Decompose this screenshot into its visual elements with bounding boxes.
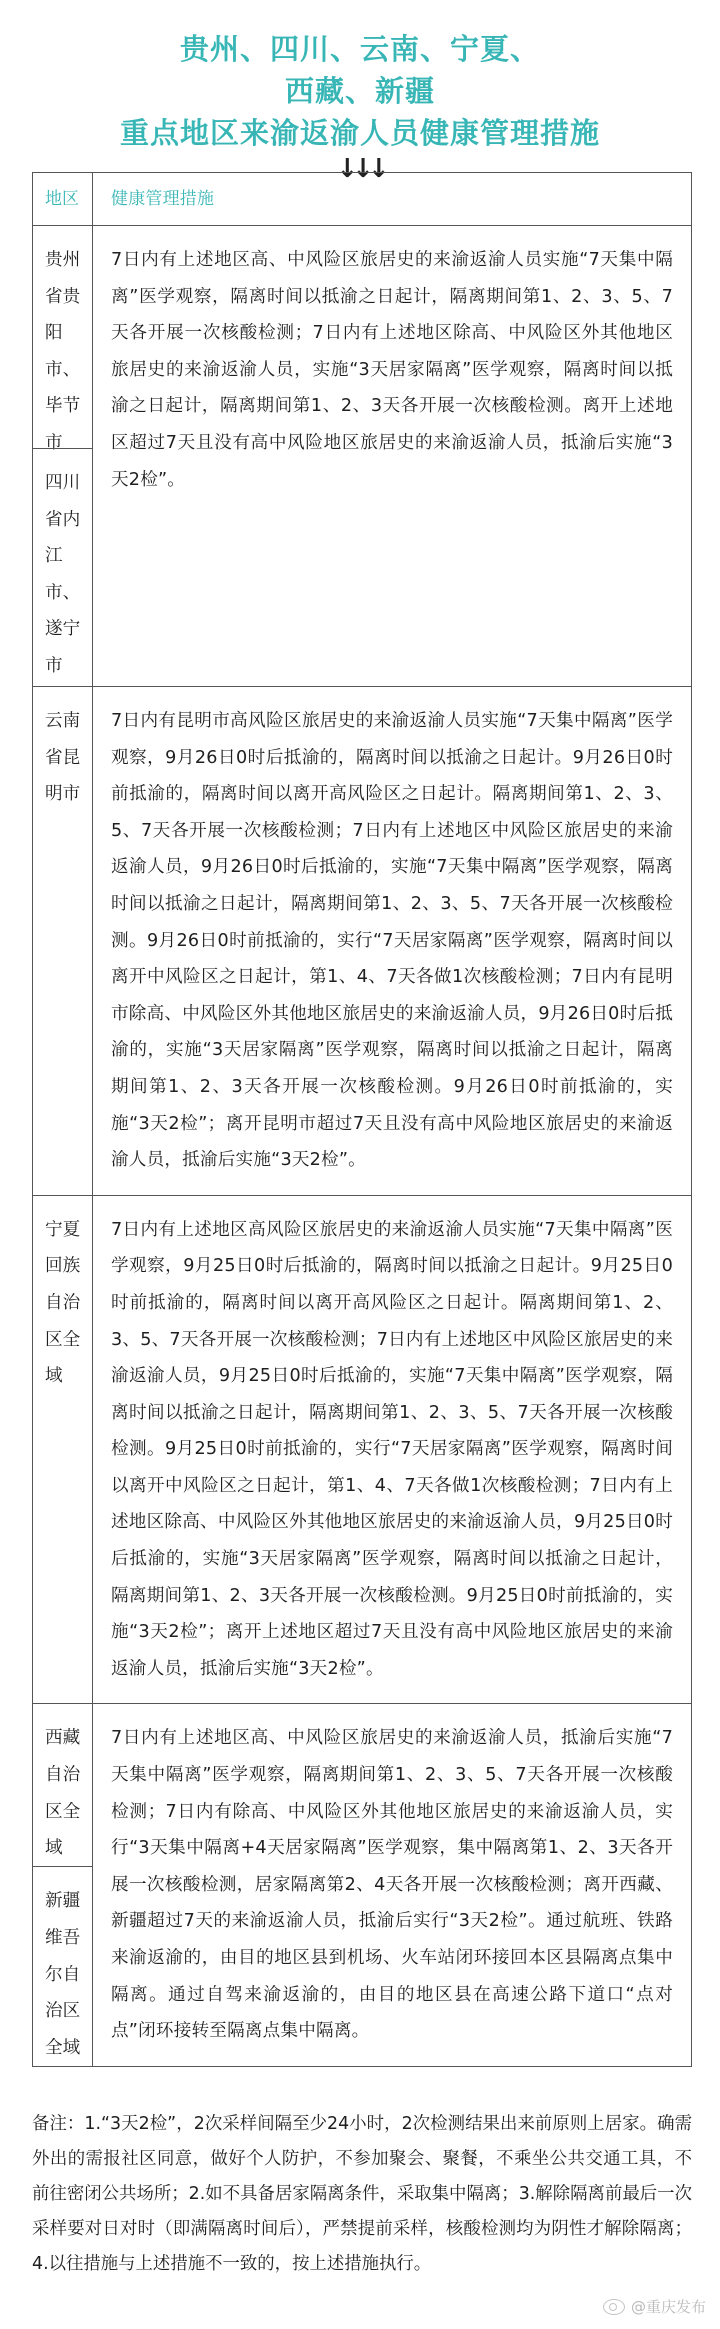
- measure-cell: 7日内有上述地区高风险区旅居史的来渝返渝人员实施“7天集中隔离”医学观察，9月25日0时后抵渝的，隔离时间以抵渝之日起计。9月25日0时前抵渝的，隔离时间以离开高风险区之日起计。隔离期间第1、2、3、5、7天各开展一次核酸检测；7日内有上述地区中风险区旅居史的来渝返渝人员，9月25日0时后抵渝的，实施“7天集中隔离”医学观察，隔离时间以抵渝之日起计，隔离期间第1、2、3、5、7天各开展一次核酸检测。9月25日0时前抵渝的，实行“7天居家隔离”医学观察，隔离时间以离开中风险区之日起计，第1、4、7天各做1次核酸检测；7日内有上述地区除高、中风险区外其他地区旅居史的来渝返渝人员，9月25日0时后抵渝的，实施“3天居家隔离”医学观察，隔离时间以抵渝之日起计，隔离期间第1、2、3天各开展一次核酸检测。9月25日0时前抵渝的，实施“3天2检”；离开上述地区超过7天且没有高中风险地区旅居史的来渝返渝人员，抵渝后实施“3天2检”。: [111, 1219, 673, 1679]
- measure-cell: 7日内有上述地区高、中风险区旅居史的来渝返渝人员实施“7天集中隔离”医学观察，隔离时间以抵渝之日起计，隔离期间第1、2、3、5、7天各开展一次核酸检测；7日内有上述地区除高、中风险区外其他地区旅居史的来渝返渝人员，实施“3天居家隔离”医学观察，隔离时间以抵渝之日起计，隔离期间第1、2、3天各开展一次核酸检测。离开上述地区超过7天且没有高中风险地区旅居史的来渝返渝人员，抵渝后实施“3天2检”。: [111, 250, 673, 490]
- down-arrows-icon: ↓↓↓: [336, 154, 384, 184]
- table-row: [33, 1195, 691, 1704]
- region-ningxia: 宁夏回族自治区全域: [45, 1219, 81, 1387]
- table-row: [33, 225, 691, 686]
- title-line-3: 重点地区来渝返渝人员健康管理措施: [119, 116, 600, 150]
- header-region: 地区: [33, 173, 93, 225]
- region-column: [33, 1196, 93, 1704]
- measure-cell: 7日内有昆明市高风险区旅居史的来渝返渝人员实施“7天集中隔离”医学观察，9月26日0时后抵渝的，隔离时间以抵渝之日起计。9月26日0时前抵渝的，隔离时间以离开高风险区之日起计。隔离期间第1、2、3、5、7天各开展一次核酸检测；7日内有上述地区中风险区旅居史的来渝返渝人员，9月26日0时后抵渝的，实施“7天集中隔离”医学观察，隔离时间以抵渝之日起计，隔离期间第1、2、3、5、7天各开展一次核酸检测。9月26日0时前抵渝的，实行“7天居家隔离”医学观察，隔离时间以离开中风险区之日起计，第1、4、7天各做1次核酸检测；7日内有昆明市除高、中风险区外其他地区旅居史的来渝返渝人员，9月26日0时后抵渝的，实施“3天居家隔离”医学观察，隔离时间以抵渝之日起计，隔离期间第1、2、3天各开展一次核酸检测。9月26日0时前抵渝的，实施“3天2检”；离开昆明市超过7天且没有高中风险地区旅居史的来渝返渝人员，抵渝后实施“3天2检”。: [111, 711, 673, 1171]
- region-guizhou: 贵州省贵阳市、毕节市: [45, 250, 81, 453]
- title-line-2: 西藏、新疆: [284, 74, 435, 108]
- region-column: [33, 687, 93, 1195]
- region-xinjiang: 新疆维吾尔自治区全域: [33, 1866, 92, 2066]
- table-row: [33, 1703, 691, 2066]
- region-yunnan: 云南省昆明市: [45, 711, 81, 805]
- footnote: 备注：1.“3天2检”，2次采样间隔至少24小时，2次检测结果出来前原则上居家。确需外出的需报社区同意，做好个人防护，不参加聚会、聚餐，不乘坐公共交通工具，不前往密闭公共场所；2.如不具备居家隔离条件，采取集中隔离；3.解除隔离前最后一次采样要对日对时（即满隔离时间后），严禁提前采样，核酸检测均为阴性才解除隔离；4.以往措施与上述措施不一致的，按上述措施执行。: [32, 2114, 692, 2274]
- page-title: [0, 28, 720, 182]
- title-line-1: 贵州、四川、云南、宁夏、: [179, 32, 540, 66]
- region-sichuan: 四川省内江市、遂宁市: [33, 448, 92, 686]
- region-column: [33, 1704, 93, 2066]
- watermark: [603, 2296, 706, 2317]
- header-measure: 健康管理措施: [111, 189, 215, 209]
- weibo-icon: [603, 2299, 625, 2315]
- region-column: [33, 226, 93, 686]
- watermark-text: @重庆发布: [630, 2298, 706, 2316]
- measures-table: [32, 172, 692, 2067]
- table-header-row: [33, 173, 691, 225]
- table-row: [33, 686, 691, 1195]
- region-xizang: 西藏自治区全域: [45, 1728, 81, 1859]
- measure-cell: 7日内有上述地区高、中风险区旅居史的来渝返渝人员，抵渝后实施“7天集中隔离”医学观察，隔离期间第1、2、3、5、7天各开展一次核酸检测；7日内有除高、中风险区外其他地区旅居史的来渝返渝人员，实行“3天集中隔离+4天居家隔离”医学观察，集中隔离第1、2、3天各开展一次核酸检测，居家隔离第2、4天各开展一次核酸检测；离开西藏、新疆超过7天的来渝返渝人员，抵渝后实行“3天2检”。通过航班、铁路来渝返渝的，由目的地区县到机场、火车站闭环接回本区县隔离点集中隔离。通过自驾来渝返渝的，由目的地区县在高速公路下道口“点对点”闭环接转至隔离点集中隔离。: [111, 1728, 673, 2042]
